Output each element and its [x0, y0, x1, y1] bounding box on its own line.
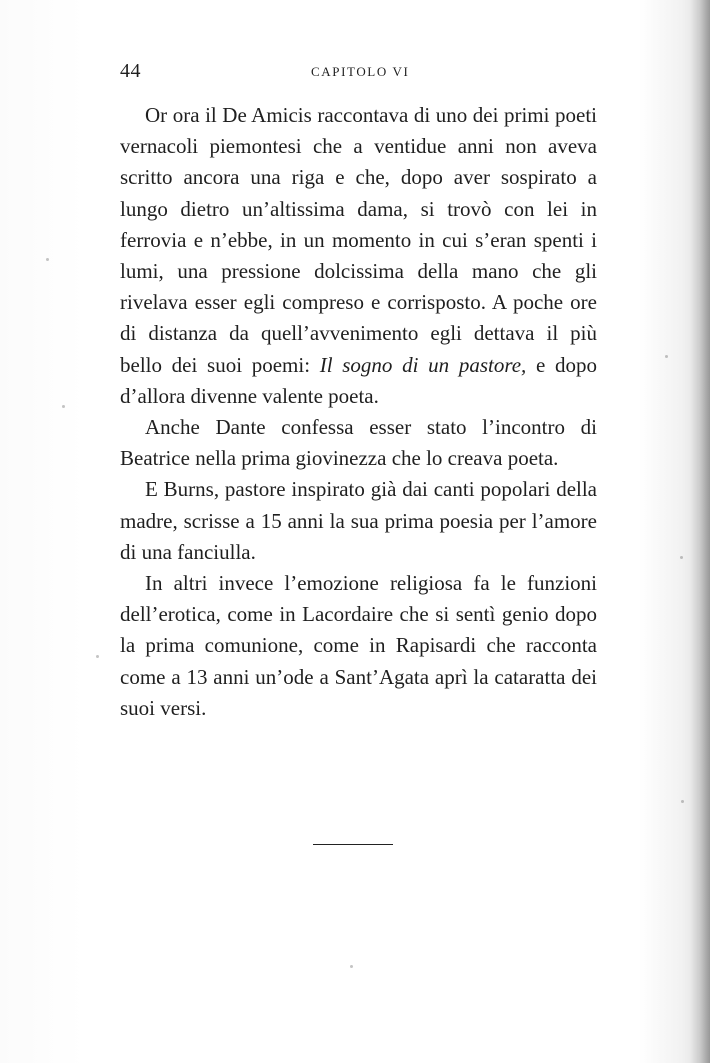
paragraph-1-ending: e dopo d’allora divenne valente poeta.: [120, 352, 597, 408]
chapter-end-rule: [313, 844, 393, 845]
page-number: 44: [120, 60, 141, 82]
page-edge-shadow: [690, 0, 710, 1063]
body-text: [120, 100, 597, 724]
paper-speck: [46, 258, 49, 261]
paper-speck: [665, 355, 668, 358]
paragraph-2: Anche Dante confessa esser stato l’incontro di Beatrice nella prima giovinezza che lo creava poeta.: [120, 415, 597, 471]
paragraph-3: E Burns, pastore inspirato già dai canti popolari della madre, scrisse a 15 anni la sua prima poesia per l’amore di una fanciulla.: [120, 477, 597, 564]
running-head: CAPITOLO VI: [311, 64, 410, 79]
paper-speck: [680, 556, 683, 559]
paper-speck: [62, 405, 65, 408]
paragraph-1: [120, 100, 597, 412]
paper-speck: [681, 800, 684, 803]
paper-speck: [96, 655, 99, 658]
paper-speck: [350, 965, 353, 968]
poem-title: Il sogno di un pastore,: [319, 352, 527, 377]
paragraph-1-text: Or ora il De Amicis raccontava di uno dei primi poeti vernacoli piemontesi che a ventidue anni non aveva scritto ancora una riga e che, dopo aver sospirato a lungo dietro un’altissima dama, si trovò con lei in ferrovia e n’ebbe, in un momento in cui s’eran spenti i lumi, una pressione dolcissima della mano che gli rivelava esser egli compreso e corrisposto. A poche ore di distanza da quell’avvenimento egli dettava il più bello dei suoi poemi:: [120, 103, 597, 377]
paragraph-4: In altri invece l’emozione religiosa fa le funzioni dell’erotica, come in Lacordaire che si sentì genio dopo la prima comunione, come in Rapisardi che racconta come a 13 anni un’ode a Sant’Agata aprì la cataratta dei suoi versi.: [120, 571, 597, 720]
